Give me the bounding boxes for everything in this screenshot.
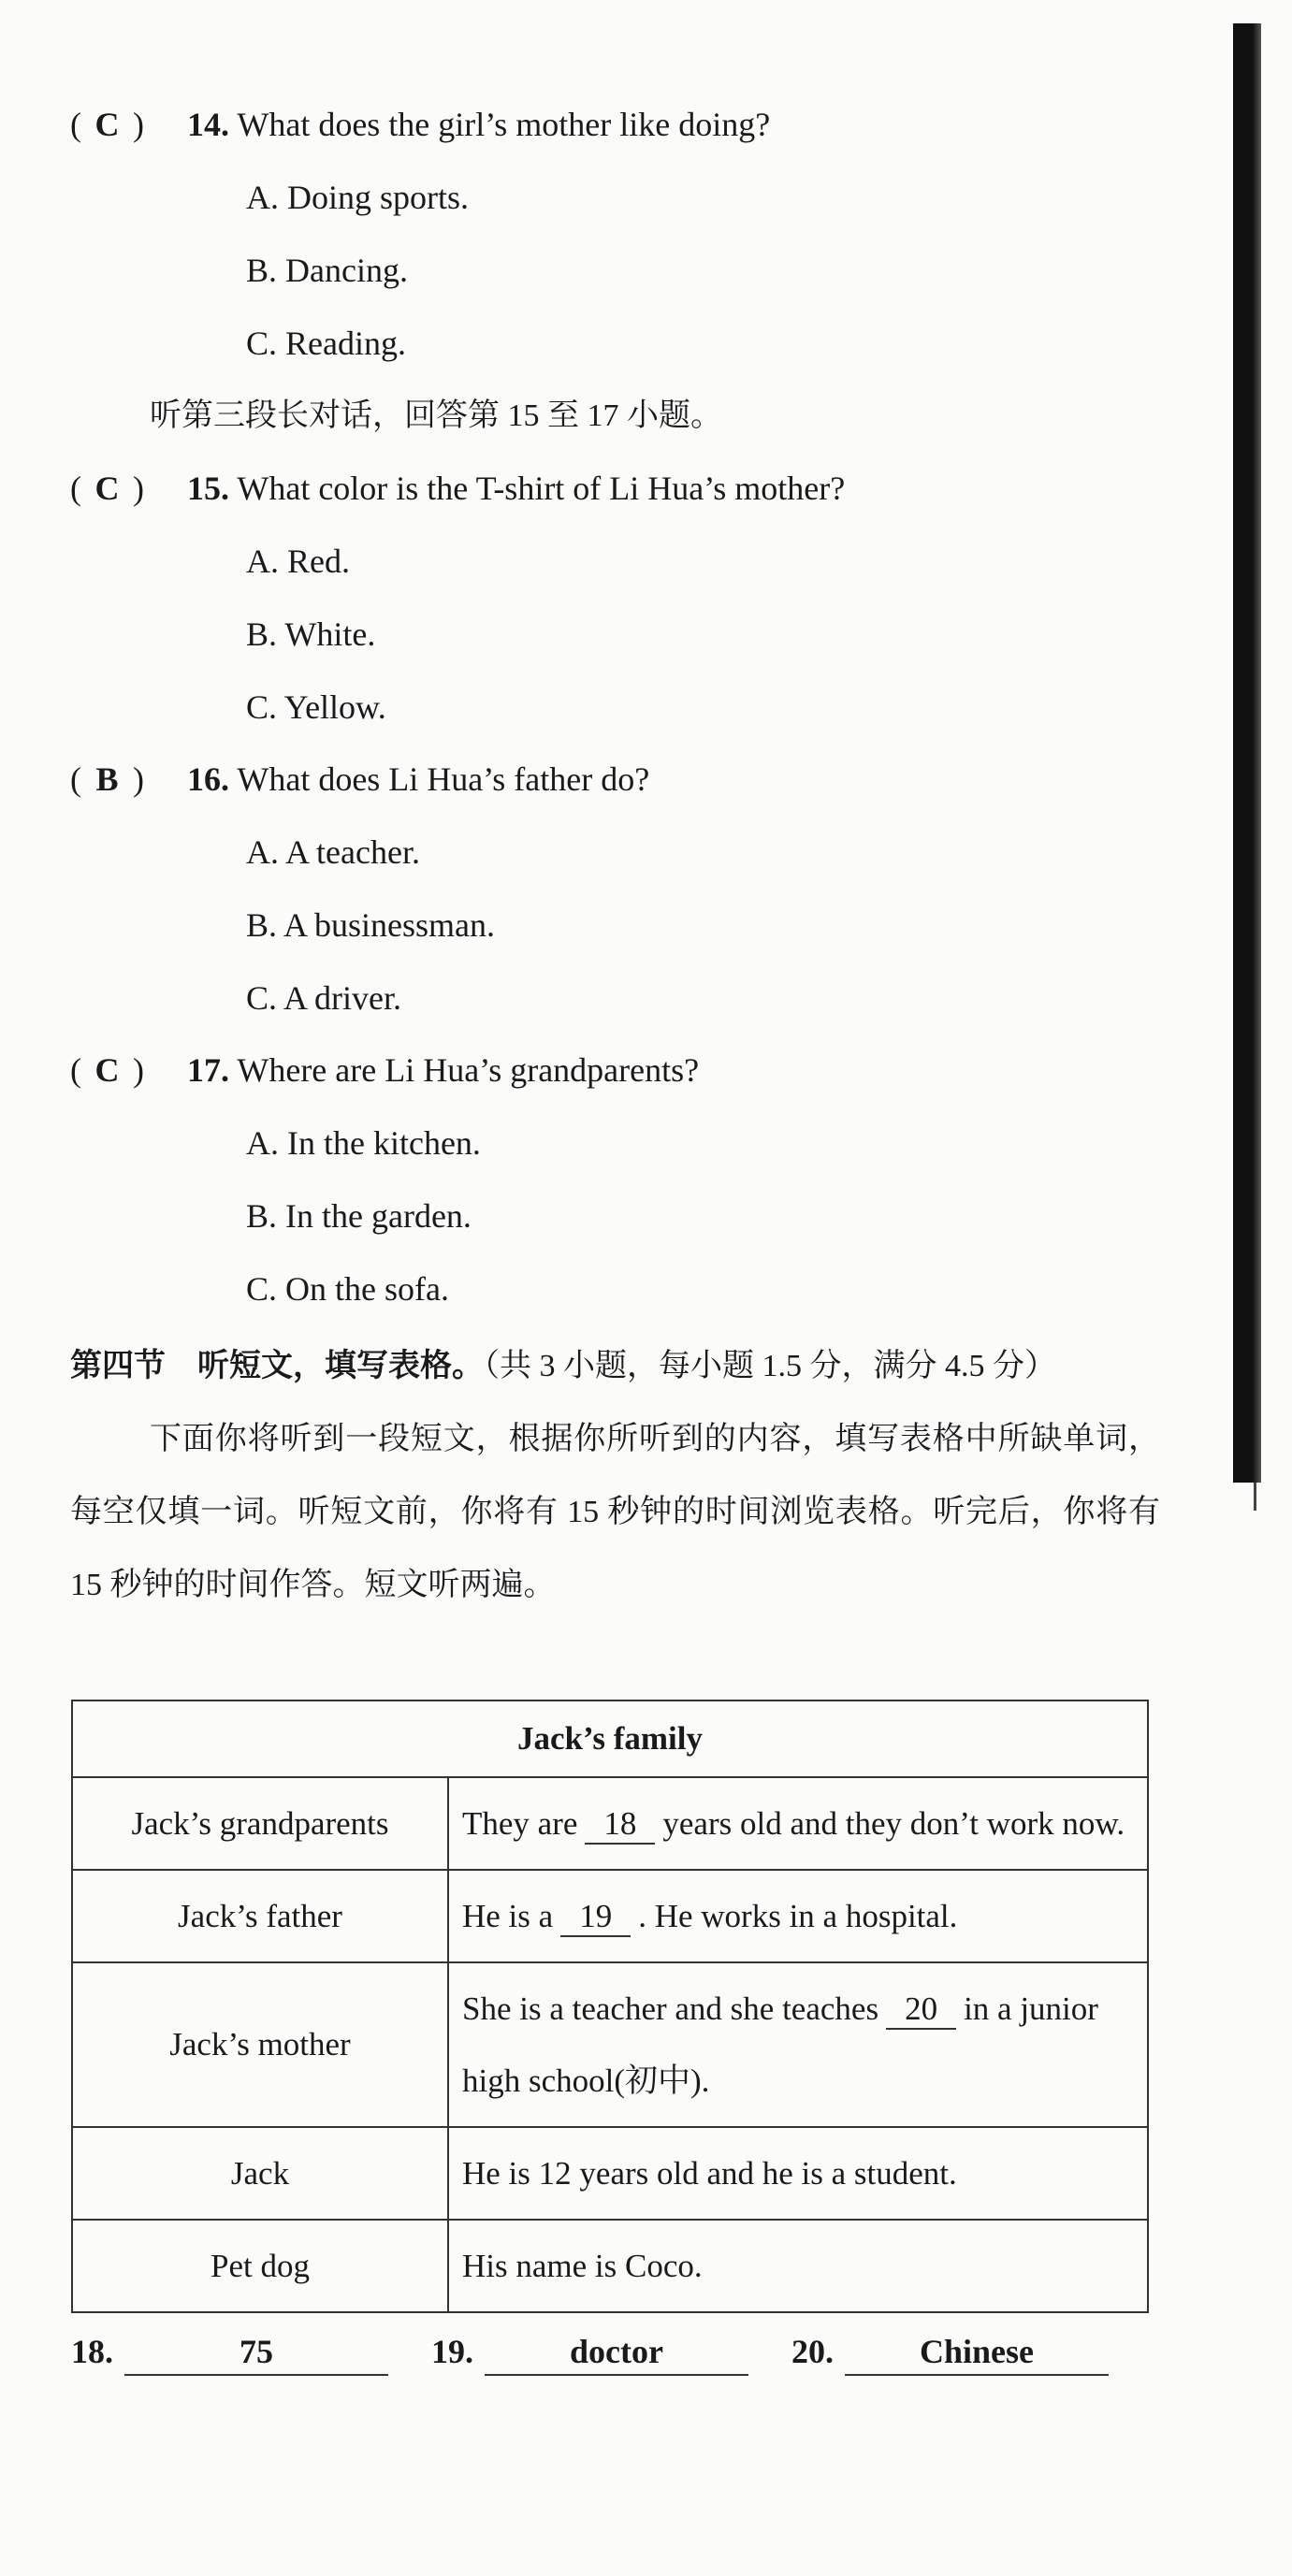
answer-number: 20. xyxy=(791,2333,834,2370)
blank-19[interactable]: 19 xyxy=(560,1898,631,1937)
scan-edge-mark xyxy=(1254,1483,1256,1511)
answer-20 xyxy=(791,2329,1109,2376)
question-15: ( C ) 15. What color is the T-shirt of Li Hua’s mother? xyxy=(70,453,1160,525)
table-row xyxy=(72,1962,1148,2127)
answer-number: 18. xyxy=(71,2333,113,2370)
row-content xyxy=(448,1870,1148,1962)
row-label: Jack xyxy=(72,2127,448,2220)
row-label: Jack’s grandparents xyxy=(72,1777,448,1870)
table-row xyxy=(72,1777,1148,1870)
blank-20[interactable]: 20 xyxy=(886,1990,956,2030)
option-a: A. Red. xyxy=(246,543,350,580)
question-number: 16. xyxy=(187,760,229,798)
answer-value[interactable]: doctor xyxy=(485,2329,748,2376)
answer-19 xyxy=(431,2329,748,2376)
question-number: 17. xyxy=(187,1051,229,1089)
row-text: in a junior high school(初中). xyxy=(462,1990,1098,2099)
question-number: 14. xyxy=(187,106,229,143)
answer-number: 19. xyxy=(431,2333,473,2370)
option-b: B. Dancing. xyxy=(246,252,408,289)
row-text: years old and they don’t work now. xyxy=(662,1805,1125,1842)
question-text: What does the girl’s mother like doing? xyxy=(237,106,771,143)
section-title: 第四节 听短文，填写表格。 xyxy=(70,1349,484,1383)
option-a: A. In the kitchen. xyxy=(246,1124,481,1162)
table-row xyxy=(72,1870,1148,1962)
question-text: Where are Li Hua’s grandparents? xyxy=(237,1051,700,1089)
option-c: C. On the sofa. xyxy=(246,1270,449,1308)
question-17: ( C ) 17. Where are Li Hua’s grandparents? xyxy=(70,1035,1160,1107)
question-number: 15. xyxy=(187,470,229,507)
answer-18 xyxy=(71,2329,388,2376)
answer-16: B xyxy=(95,760,119,798)
table-title: Jack’s family xyxy=(72,1700,1148,1777)
section-scoring: （共 3 小题，每小题 1.5 分，满分 4.5 分） xyxy=(484,1349,1056,1383)
question-text: What does Li Hua’s father do? xyxy=(237,760,650,798)
answer-value[interactable]: Chinese xyxy=(845,2329,1109,2376)
section-4-heading xyxy=(70,1330,1160,1403)
answer-15: C xyxy=(94,470,120,507)
row-text: She is a teacher and she teaches xyxy=(462,1990,879,2027)
question-14: ( C ) 14. What does the girl’s mother like doing? xyxy=(70,89,1160,161)
row-label: Pet dog xyxy=(72,2220,448,2312)
answer-14: C xyxy=(94,106,120,143)
option-c: C. A driver. xyxy=(246,979,402,1017)
worksheet-page xyxy=(70,89,1160,1622)
row-content xyxy=(448,1777,1148,1870)
row-text: They are xyxy=(462,1805,578,1842)
answer-value[interactable]: 75 xyxy=(124,2329,388,2376)
blank-18[interactable]: 18 xyxy=(585,1805,655,1845)
option-a: A. Doing sports. xyxy=(246,179,470,216)
answer-key-row xyxy=(71,2329,1156,2385)
option-b: B. In the garden. xyxy=(246,1197,472,1235)
option-b: B. White. xyxy=(246,615,376,653)
row-content xyxy=(448,1962,1148,2127)
option-b: B. A businessman. xyxy=(246,906,496,944)
table-row xyxy=(72,2127,1148,2220)
question-16: ( B ) 16. What does Li Hua’s father do? xyxy=(70,744,1160,816)
option-c: C. Yellow. xyxy=(246,688,386,726)
scan-edge-shadow xyxy=(1233,23,1261,1483)
row-content: His name is Coco. xyxy=(448,2220,1148,2312)
option-a: A. A teacher. xyxy=(246,833,420,871)
answer-17: C xyxy=(94,1051,120,1089)
option-c: C. Reading. xyxy=(246,325,406,362)
row-text: He is a xyxy=(462,1898,554,1934)
row-text: . He works in a hospital. xyxy=(638,1898,958,1934)
row-label: Jack’s mother xyxy=(72,1962,448,2127)
row-label: Jack’s father xyxy=(72,1870,448,1962)
table-row xyxy=(72,2220,1148,2312)
section-4-instructions: 下面你将听到一段短文，根据你所听到的内容，填写表格中所缺单词，每空仅填一词。听短文前，你将有 15 秒钟的时间浏览表格。听完后，你将有 15 秒钟的时间作答。短文听两遍。 xyxy=(70,1422,1160,1602)
question-text: What color is the T-shirt of Li Hua’s mother? xyxy=(237,470,846,507)
row-content: He is 12 years old and he is a student. xyxy=(448,2127,1148,2220)
instruction-part-3: 听第三段长对话，回答第 15 至 17 小题。 xyxy=(150,398,722,433)
jacks-family-table xyxy=(71,1700,1149,2313)
